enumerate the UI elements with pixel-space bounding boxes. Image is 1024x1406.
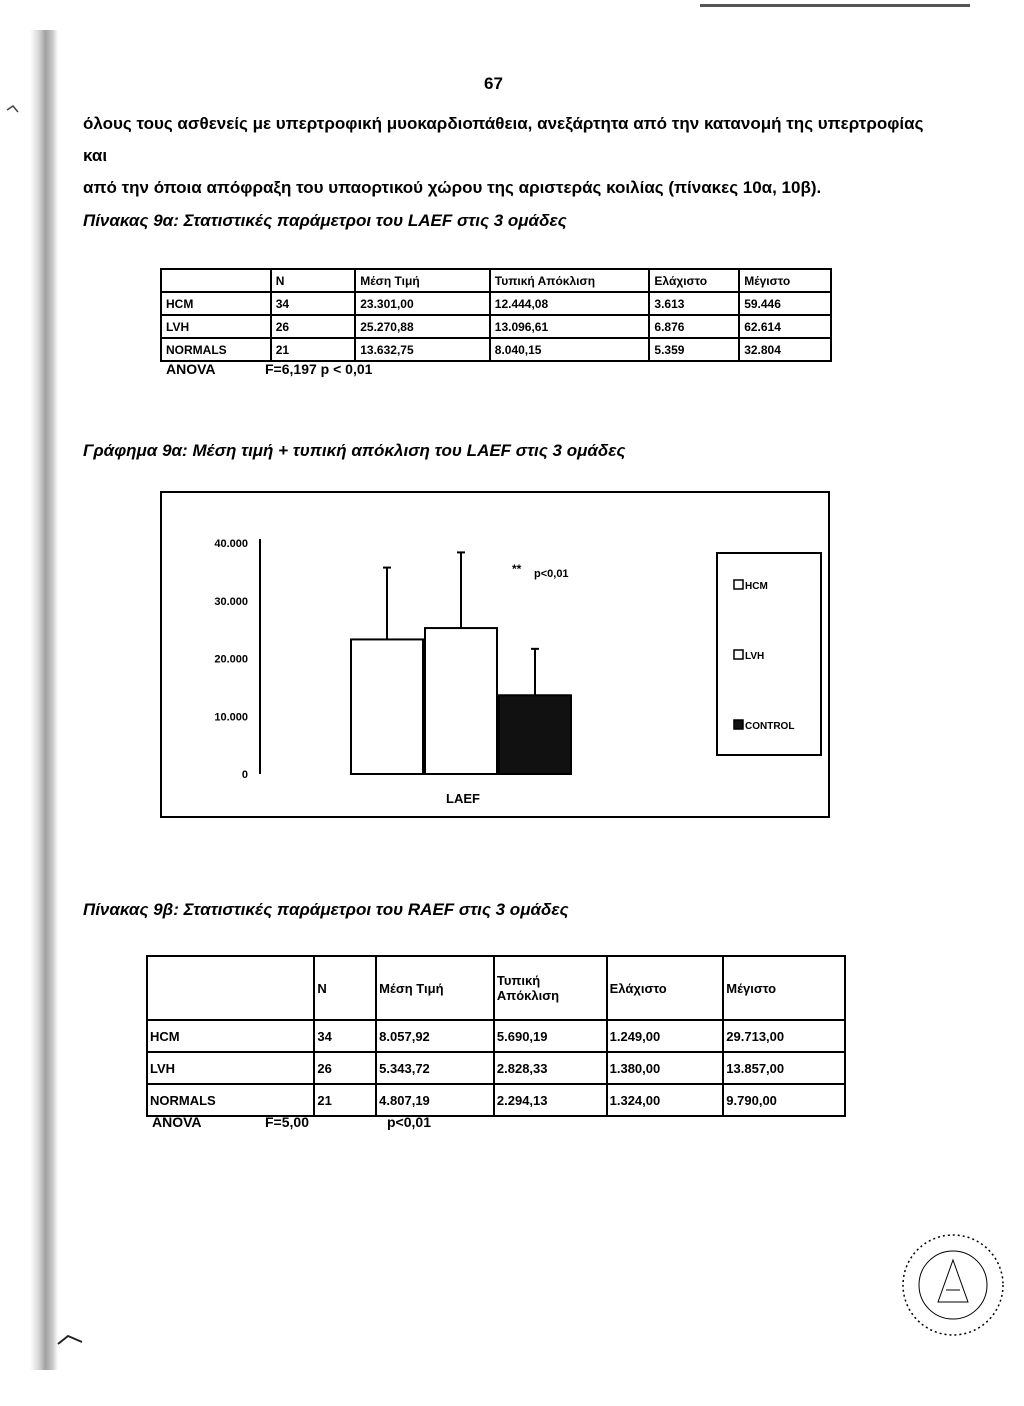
table-cell: 13.632,75: [355, 338, 490, 361]
page-number: 67: [484, 74, 503, 93]
table-cell: 3.613: [649, 292, 739, 315]
table-9a: [160, 268, 832, 362]
y-tick-label: 30.000: [214, 595, 248, 608]
legend-label: LVH: [745, 651, 765, 662]
table-9a-caption: Πίνακας 9α: Στατιστικές παράμετροι του LAEF στις 3 ομάδες: [83, 211, 567, 230]
table-header: N: [314, 956, 376, 1020]
table-cell: 29.713,00: [723, 1020, 845, 1052]
table-cell: 12.444,08: [490, 292, 650, 315]
table-header: Μέγιστο: [723, 956, 845, 1020]
table-cell: 26: [271, 315, 356, 338]
legend-swatch: [734, 720, 743, 729]
y-axis: [214, 538, 260, 781]
table-cell: 1.380,00: [607, 1052, 724, 1084]
table-cell: 5.690,19: [494, 1020, 607, 1052]
bars: [351, 552, 571, 774]
table-cell: NORMALS: [161, 338, 271, 361]
table-cell: 13.857,00: [723, 1052, 845, 1084]
table-cell: 8.040,15: [490, 338, 650, 361]
table-9b: [146, 955, 846, 1117]
table-cell: 5.343,72: [376, 1052, 494, 1084]
intro-paragraph: [83, 108, 943, 204]
figure-9a-caption: Γράφημα 9α: Μέση τιμή + τυπική απόκλιση του LAEF στις 3 ομάδες: [83, 441, 626, 460]
table-header: Ελάχιστο: [607, 956, 724, 1020]
scan-mark: [56, 1330, 86, 1350]
y-tick-label: 20.000: [214, 653, 248, 666]
intro-line: από την όποια απόφραξη του υπαορτικού χώρου της αριστεράς κοιλίας (πίνακες 10α, 10β).: [83, 178, 822, 197]
laef-bar-chart: [160, 491, 830, 818]
table-header: Μέγιστο: [739, 269, 831, 292]
table-cell: LVH: [147, 1052, 314, 1084]
bar-hcm: [351, 639, 423, 774]
table-row: [161, 338, 831, 361]
scan-mark: [4, 100, 24, 120]
bar-control: [499, 695, 571, 774]
table-cell: 59.446: [739, 292, 831, 315]
table-9a-anova-label: ANOVA: [166, 361, 216, 377]
table-header: Μέση Τιμή: [355, 269, 490, 292]
table-cell: 21: [271, 338, 356, 361]
table-cell: 1.324,00: [607, 1084, 724, 1116]
intro-line: όλους τους ασθενείς με υπερτροφική μυοκαρδιοπάθεια, ανεξάρτητα από την κατανομή της υπερτροφίας και: [83, 114, 924, 165]
table-9b-caption: Πίνακας 9β: Στατιστικές παράμετροι του RAEF στις 3 ομάδες: [83, 900, 569, 919]
legend-label: CONTROL: [745, 721, 795, 732]
table-cell: 8.057,92: [376, 1020, 494, 1052]
table-row: [147, 1052, 845, 1084]
table-cell: 23.301,00: [355, 292, 490, 315]
table-header: Τυπική Απόκλιση: [494, 956, 607, 1020]
table-header: N: [271, 269, 356, 292]
table-9a-anova-stat: F=6,197 p < 0,01: [265, 361, 373, 377]
table-9b-anova-p: p<0,01: [387, 1114, 431, 1130]
table-9b-anova-label: ANOVA: [152, 1114, 202, 1130]
table-cell: HCM: [147, 1020, 314, 1052]
scan-binding-shadow: [30, 30, 58, 1370]
table-row: [161, 292, 831, 315]
table-cell: [161, 269, 271, 292]
table-cell: LVH: [161, 315, 271, 338]
table-cell: NORMALS: [147, 1084, 314, 1116]
y-tick-label: 0: [241, 769, 248, 781]
table-row: [147, 1020, 845, 1052]
table-row: [161, 315, 831, 338]
table-cell: 9.790,00: [723, 1084, 845, 1116]
y-tick-label: 10.000: [214, 711, 248, 724]
table-cell: 4.807,19: [376, 1084, 494, 1116]
table-cell: 1.249,00: [607, 1020, 724, 1052]
table-cell: 26: [314, 1052, 376, 1084]
table-header: Ελάχιστο: [649, 269, 739, 292]
table-row: [161, 269, 831, 292]
table-cell: 21: [314, 1084, 376, 1116]
table-cell: 2.828,33: [494, 1052, 607, 1084]
table-cell: 34: [271, 292, 356, 315]
scan-top-line: [700, 4, 970, 7]
legend-swatch: [734, 580, 743, 589]
table-row: [147, 1084, 845, 1116]
table-cell: 34: [314, 1020, 376, 1052]
chart-legend: [717, 553, 821, 755]
table-cell: 13.096,61: [490, 315, 650, 338]
library-stamp: [898, 1230, 1008, 1340]
table-row: [147, 956, 845, 1020]
y-tick-label: 40.000: [214, 538, 248, 550]
table-header: Μέση Τιμή: [376, 956, 494, 1020]
table-9b-anova-f: F=5,00: [265, 1114, 309, 1130]
table-cell: [147, 956, 314, 1020]
bar-lvh: [425, 628, 497, 774]
table-cell: 25.270,88: [355, 315, 490, 338]
table-cell: 6.876: [649, 315, 739, 338]
legend-label: HCM: [745, 581, 768, 592]
table-cell: 5.359: [649, 338, 739, 361]
significance-annotation: p<0,01: [534, 568, 569, 580]
table-cell: HCM: [161, 292, 271, 315]
table-cell: 2.294,13: [494, 1084, 607, 1116]
table-header: Τυπική Απόκλιση: [490, 269, 650, 292]
significance-marker: **: [512, 562, 522, 576]
legend-swatch: [734, 650, 743, 659]
table-cell: 32.804: [739, 338, 831, 361]
x-axis-label: LAEF: [446, 791, 480, 806]
table-cell: 62.614: [739, 315, 831, 338]
